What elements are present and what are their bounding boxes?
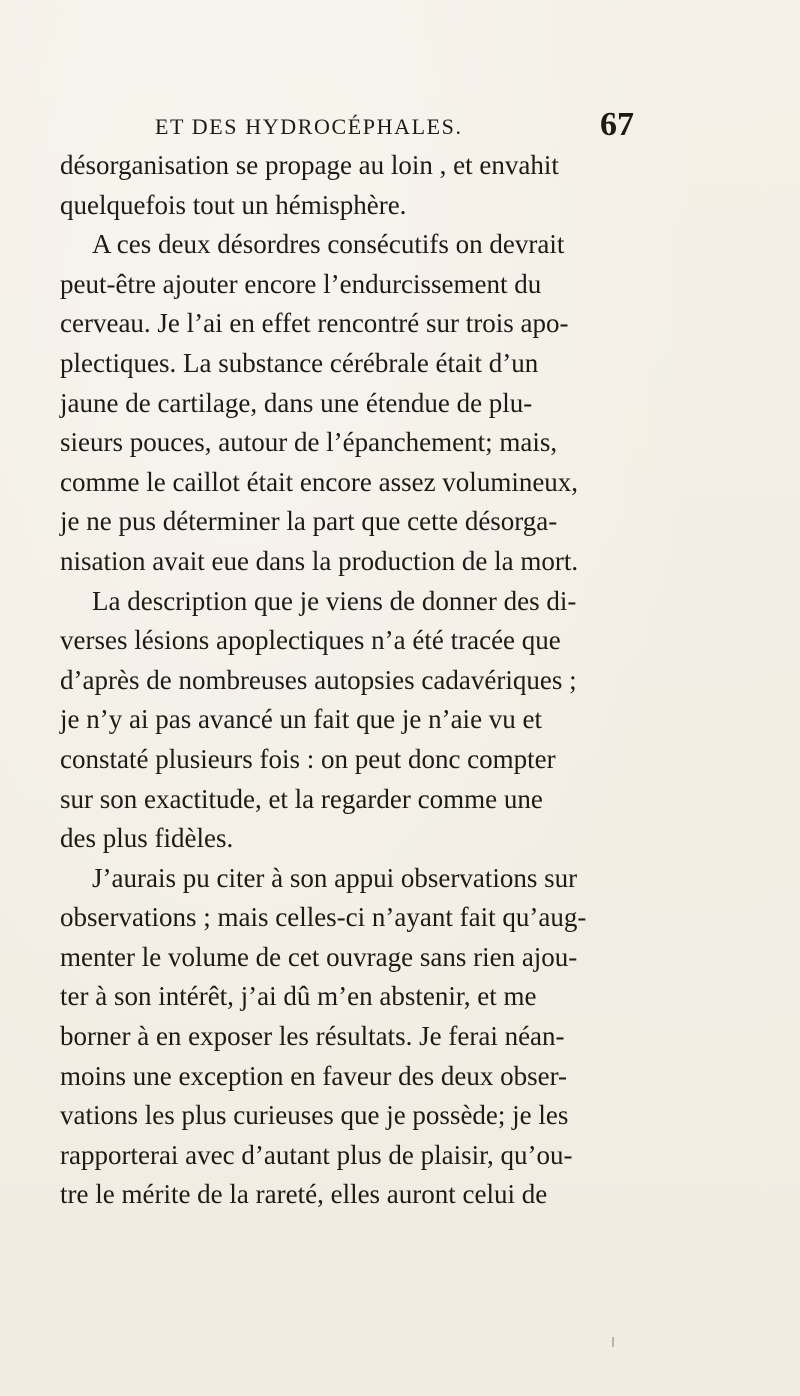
text-line: observations ; mais celles-ci n’ayant fait qu’aug-: [60, 902, 587, 933]
paragraph-2: [60, 225, 750, 581]
printing-mark: [612, 1337, 614, 1347]
text-line: quelquefois tout un hémisphère.: [60, 189, 407, 220]
text-line: des plus fidèles.: [60, 823, 234, 854]
text-line: sur son exactitude, et la regarder comme une: [60, 783, 543, 814]
paragraph-4: [60, 859, 750, 1215]
text-line: A ces deux désordres consécutifs on devrait: [92, 229, 565, 260]
text-line: cerveau. Je l’ai en effet rencontré sur trois apo-: [60, 308, 569, 339]
text-line: borner à en exposer les résultats. Je ferai néan-: [60, 1021, 565, 1052]
page-number: 67: [600, 106, 634, 143]
paragraph-3: [60, 582, 750, 859]
text-line: tre le mérite de la rareté, elles auront celui de: [60, 1179, 548, 1210]
text-line: constaté plusieurs fois : on peut donc compter: [60, 743, 556, 774]
text-line: ter à son intérêt, j’ai dû m’en abstenir, et me: [60, 981, 537, 1012]
text-line: rapporterai avec d’autant plus de plaisir, qu’ou-: [60, 1139, 573, 1170]
text-line: La description que je viens de donner des di-: [92, 585, 577, 616]
text-line: verses lésions apoplectiques n’a été tracée que: [60, 625, 561, 656]
text-line: plectiques. La substance cérébrale était d’un: [60, 347, 539, 378]
paragraph-1: [60, 146, 750, 225]
text-line: je ne pus déterminer la part que cette désorga-: [60, 506, 558, 537]
text-line: jaune de cartilage, dans une étendue de plu-: [60, 387, 533, 418]
text-line: nisation avait eue dans la production de la mort.: [60, 545, 579, 576]
running-header: [0, 104, 800, 144]
text-line: comme le caillot était encore assez volumineux,: [60, 466, 579, 497]
text-line: désorganisation se propage au loin , et envahit: [60, 150, 559, 180]
text-line: J’aurais pu citer à son appui observations sur: [92, 862, 578, 893]
text-line: peut-être ajouter encore l’endurcissement du: [60, 268, 542, 299]
main-text: [60, 146, 750, 1215]
text-line: d’après de nombreuses autopsies cadavériques ;: [60, 664, 577, 695]
text-line: sieurs pouces, autour de l’épanchement; mais,: [60, 427, 558, 458]
text-line: moins une exception en faveur des deux obser-: [60, 1060, 568, 1091]
running-title: ET DES HYDROCÉPHALES.: [155, 114, 463, 139]
text-line: vations les plus curieuses que je possède; je les: [60, 1100, 569, 1131]
text-line: menter le volume de cet ouvrage sans rien ajou-: [60, 941, 578, 972]
text-line: je n’y ai pas avancé un fait que je n’aie vu et: [60, 704, 543, 735]
